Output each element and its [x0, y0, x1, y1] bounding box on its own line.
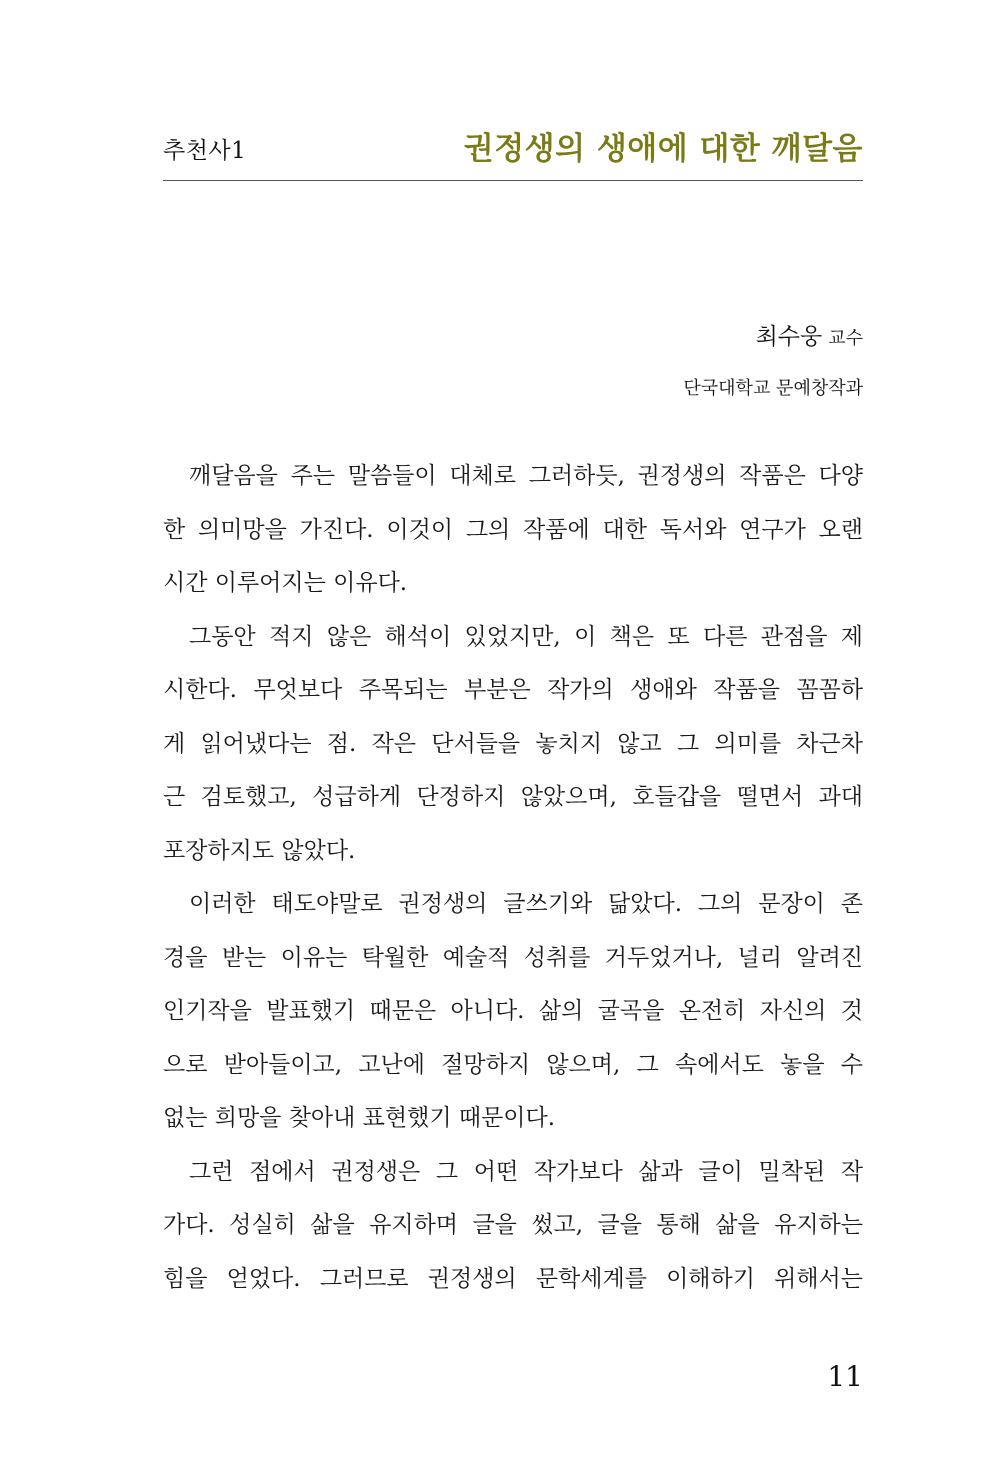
text-line: 시한다. 무엇보다 주목되는 부분은 작가의 생애와 작품을 꼼꼼하 [163, 677, 864, 703]
text-line: 그동안 적지 않은 해석이 있었지만, 이 책은 또 다른 관점을 제 [189, 623, 863, 650]
author-byline [756, 318, 863, 351]
chapter-title: 권정생의 생애에 대한 깨달음 [463, 131, 863, 167]
page-number: 11 [827, 1360, 863, 1393]
text-line: 힘을 얻었다. 그러므로 권정생의 문학세계를 이해하기 위해서는 [163, 1265, 863, 1292]
text-line: 그런 점에서 권정생은 그 어떤 작가보다 삶과 글이 밀착된 작 [189, 1158, 863, 1185]
text-line: 게 읽어냈다는 점. 작은 단서들을 놓치지 않고 그 의미를 차근차 [163, 730, 863, 757]
text-line: 으로 받아들이고, 고난에 절망하지 않으며, 그 속에서도 놓을 수 [163, 1051, 863, 1078]
text-line: 깨달음을 주는 말씀들이 대체로 그러하듯, 권정생의 작품은 다양 [189, 463, 863, 489]
text-line: 없는 희망을 찾아내 표현했기 때문이다. [163, 1105, 556, 1131]
text-line: 인기작을 발표했기 때문은 아니다. 삶의 굴곡을 온전히 자신의 것 [163, 998, 863, 1024]
running-header [163, 118, 863, 181]
text-line: 시간 이루어지는 이유다. [163, 570, 408, 596]
text-line: 가다. 성실히 삶을 유지하며 글을 썼고, 글을 통해 삶을 유지하는 [163, 1212, 863, 1238]
author-name: 최수웅 [755, 324, 823, 350]
section-label: 추천사1 [163, 138, 247, 164]
author-affiliation: 단국대학교 문예창작과 [683, 378, 863, 399]
author-role: 교수 [828, 328, 863, 349]
text-line: 한 의미망을 가진다. 이것이 그의 작품에 대한 독서와 연구가 오랜 [163, 516, 863, 543]
text-line: 경을 받는 이유는 탁월한 예술적 성취를 거두었거나, 널리 알려진 [163, 944, 863, 971]
text-line: 근 검토했고, 성급하게 단정하지 않았으며, 호들갑을 떨면서 과대 [163, 784, 863, 810]
body-text [163, 450, 863, 1306]
text-line: 포장하지도 않았다. [163, 837, 356, 864]
text-line: 이러한 태도야말로 권정생의 글쓰기와 닮았다. 그의 문장이 존 [189, 891, 863, 917]
